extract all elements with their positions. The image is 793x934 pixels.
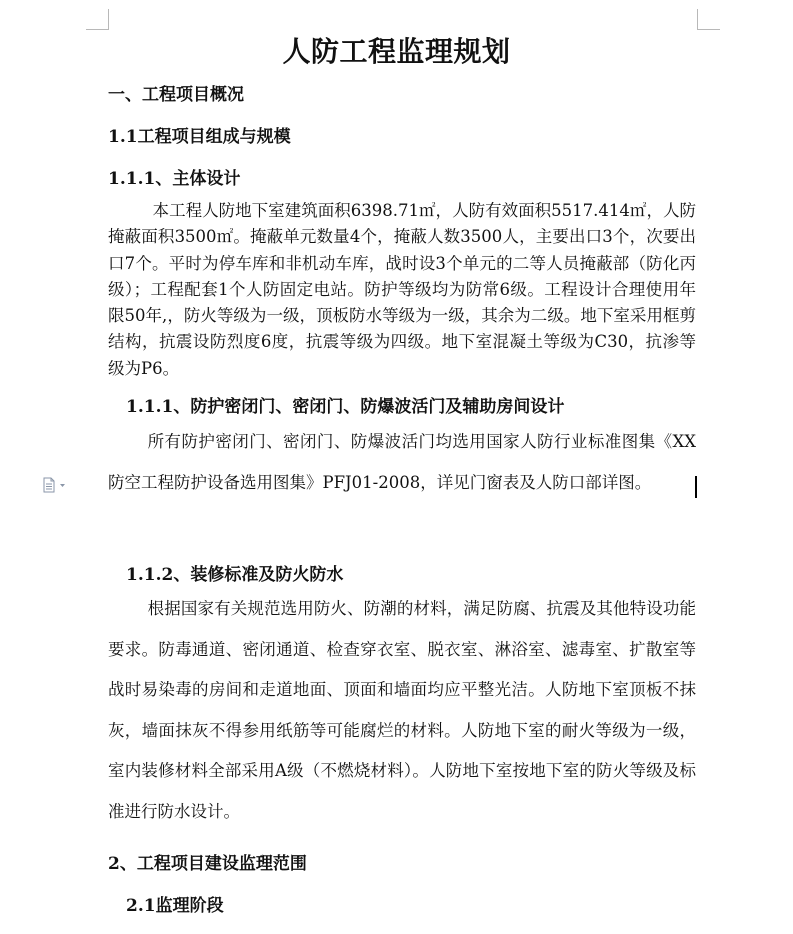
heading-doors-design: 1.1.1、防护密闭门、密闭门、防爆波活门及辅助房间设计 (126, 397, 565, 417)
paragraph-main-design[interactable]: 本工程人防地下室建筑面积6398.71㎡，人防有效面积5517.414㎡，人防掩蔽面积3500㎡。掩蔽单元数量4个，掩蔽人数3500人，主要出口3个，次要出口7个。平时为停车库和非机动车库，战时设3个单元的二等人员掩蔽部（防化丙级）；工程配套1个人防固定电站。防护等级均为防常6级。工程设计合理使用年限50年,，防火等级为一级，顶板防水等级为一级，其余为二级。地下室采用框剪结构，抗震设防烈度6度，抗震等级为四级。地下室混凝土等级为C30，抗渗等级为P6。 (108, 201, 696, 378)
heading-supervision-stage: 2.1监理阶段 (126, 896, 224, 916)
document-title: 人防工程监理规划 (282, 35, 511, 68)
paragraph-marker-icon[interactable] (41, 477, 71, 493)
paragraph-decoration[interactable]: 根据国家有关规范选用防火、防潮的材料，满足防腐、抗震及其他特设功能要求。防毒通道、密闭通道、检查穿衣室、脱衣室、淋浴室、滤毒室、扩散室等战时易染毒的房间和走道地面、顶面和墙面均应平整光洁。人防地下室顶板不抹灰，墙面抹灰不得参用纸筋等可能腐烂的材料。人防地下室的耐火等级为一级，室内装修材料全部采用A级（不燃烧材料）。人防地下室按地下室的防火等级及标准进行防水设计。 (108, 599, 696, 821)
heading-project-overview: 一、工程项目概况 (108, 85, 244, 105)
heading-main-design: 1.1.1、主体设计 (108, 169, 241, 189)
heading-supervision-scope: 2、工程项目建设监理范围 (108, 854, 307, 874)
crop-mark-top-right (697, 9, 720, 30)
text-cursor (695, 476, 697, 498)
paragraph-doors-design[interactable]: 所有防护密闭门、密闭门、防爆波活门均选用国家人防行业标准图集《XX防空工程防护设备选用图集》PFJ01-2008，详见门窗表及人防口部详图。 (108, 432, 696, 492)
heading-composition-scale: 1.1工程项目组成与规模 (108, 127, 291, 147)
heading-decoration-fireproof: 1.1.2、装修标准及防火防水 (126, 565, 344, 585)
crop-mark-top-left (86, 9, 109, 30)
